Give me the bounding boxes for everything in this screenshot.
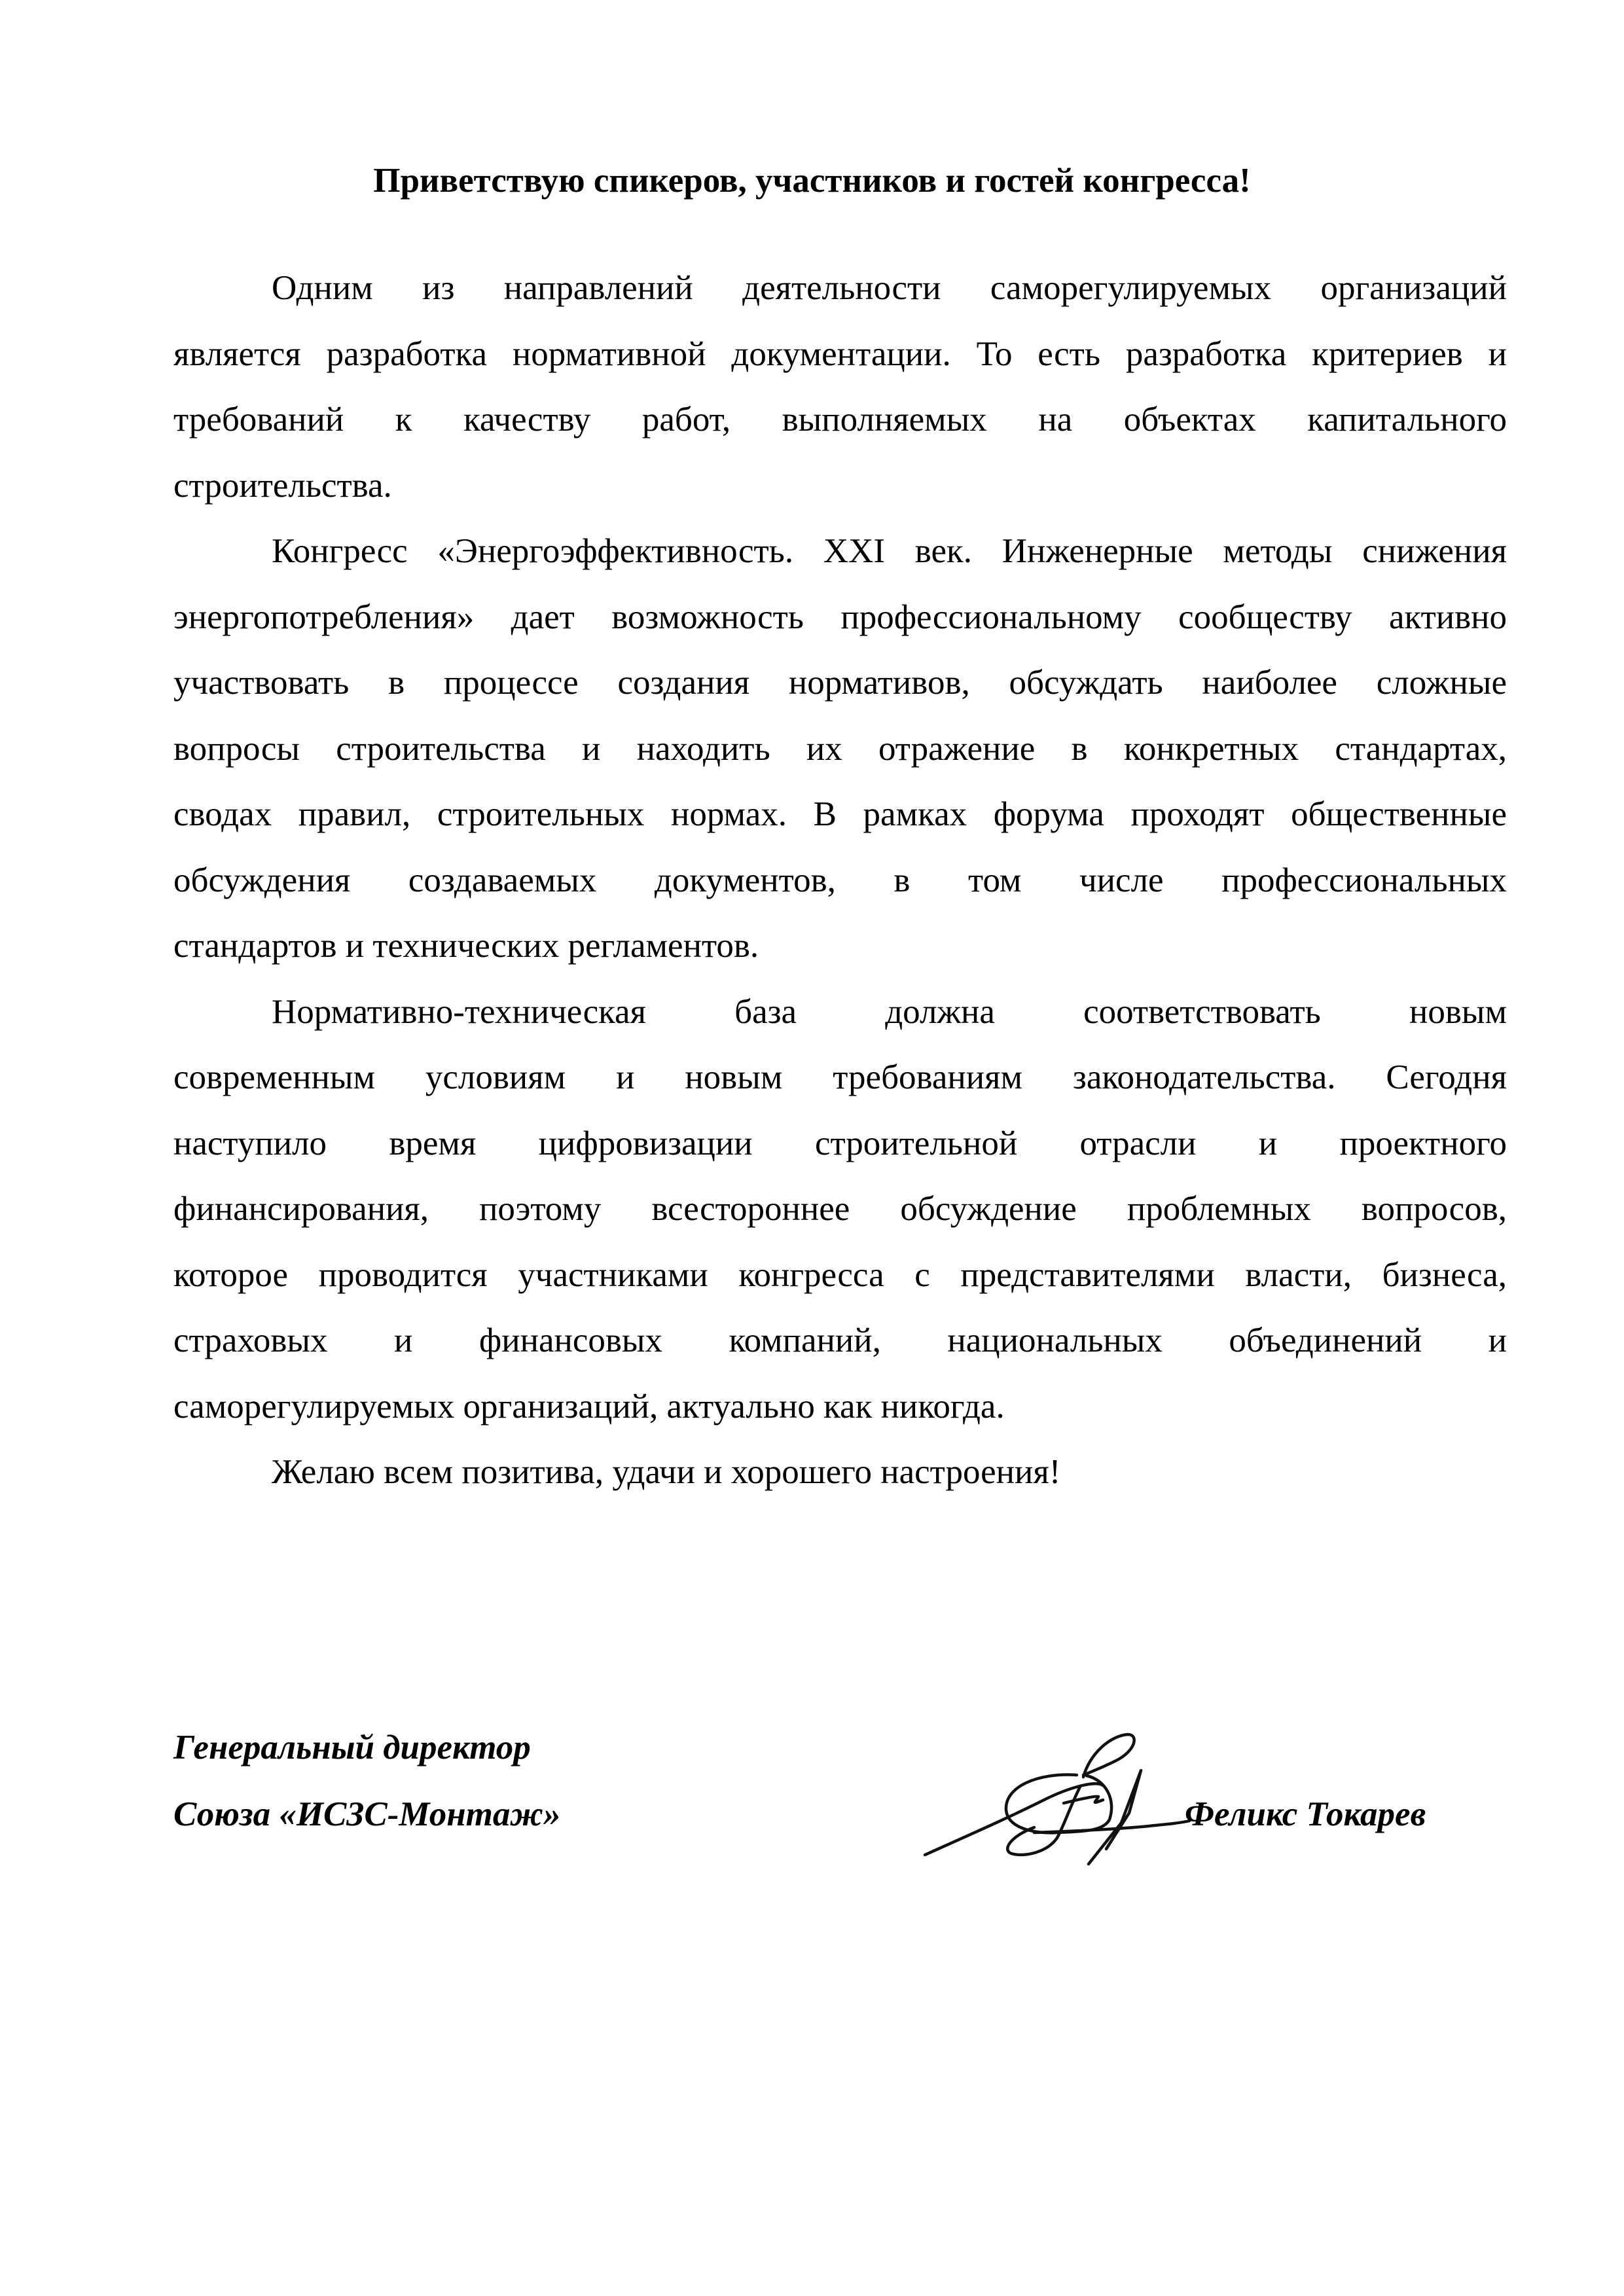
text-line: энергопотребления» дает возможность профессиональному сообществу активно [173,598,1507,636]
text-line: саморегулируемых организаций, актуально как никогда. [173,1387,1005,1426]
text-line: требований к качеству работ, выполняемых на объектах капитального [173,401,1507,439]
signature-block [173,1702,1507,1898]
paragraph [173,518,1507,979]
text-line: Желаю всем позитива, удачи и хорошего настроения! [272,1453,1061,1491]
text-line: которое проводится участниками конгресса с представителями власти, бизнеса, [173,1255,1507,1294]
letter-body [173,255,1507,1505]
text-line: строительства. [173,466,392,505]
text-line: обсуждения создаваемых документов, в том числе профессиональных [173,861,1507,899]
handwritten-signature [880,1689,1221,1885]
paragraph [173,979,1507,1440]
text-line: участвовать в процессе создания нормативов, обсуждать наиболее сложные [173,664,1507,702]
greeting-heading: Приветствую спикеров, участников и гостей конгресса! [373,162,1251,200]
signer-name: Феликс Токарев [1185,1795,1426,1833]
text-line: стандартов и технических регламентов. [173,927,759,965]
text-line: Одним из направлений деятельности саморегулируемых организаций [272,269,1507,307]
text-line: сводах правил, строительных нормах. В рамках форума проходят общественные [173,795,1507,833]
text-line: вопросы строительства и находить их отражение в конкретных стандартах, [173,729,1507,768]
signature-stroke [1007,1787,1080,1855]
paragraph [173,255,1507,518]
text-line: наступило время цифровизации строительной отрасли и проектного [173,1124,1507,1162]
signature-stroke [1083,1734,1134,1777]
text-line: финансирования, поэтому всестороннее обсуждение проблемных вопросов, [173,1190,1507,1228]
text-line: страховых и финансовых компаний, национальных объединений и [173,1321,1507,1359]
text-line: Нормативно-техническая база должна соответствовать новым [272,992,1507,1031]
text-line: Конгресс «Энергоэффективность. XXI век. Инженерные методы снижения [272,532,1507,570]
signer-position: Генеральный директор [173,1729,531,1767]
signature-stroke [1034,1821,1189,1833]
signer-organization: Союза «ИСЗС-Монтаж» [173,1795,561,1833]
paragraph [173,1439,1507,1505]
text-line: современным условиям и новым требованиям законодательства. Сегодня [173,1058,1507,1096]
text-line: является разработка нормативной документации. То есть разработка критериев и [173,334,1507,373]
signature-stroke [1064,1797,1103,1803]
